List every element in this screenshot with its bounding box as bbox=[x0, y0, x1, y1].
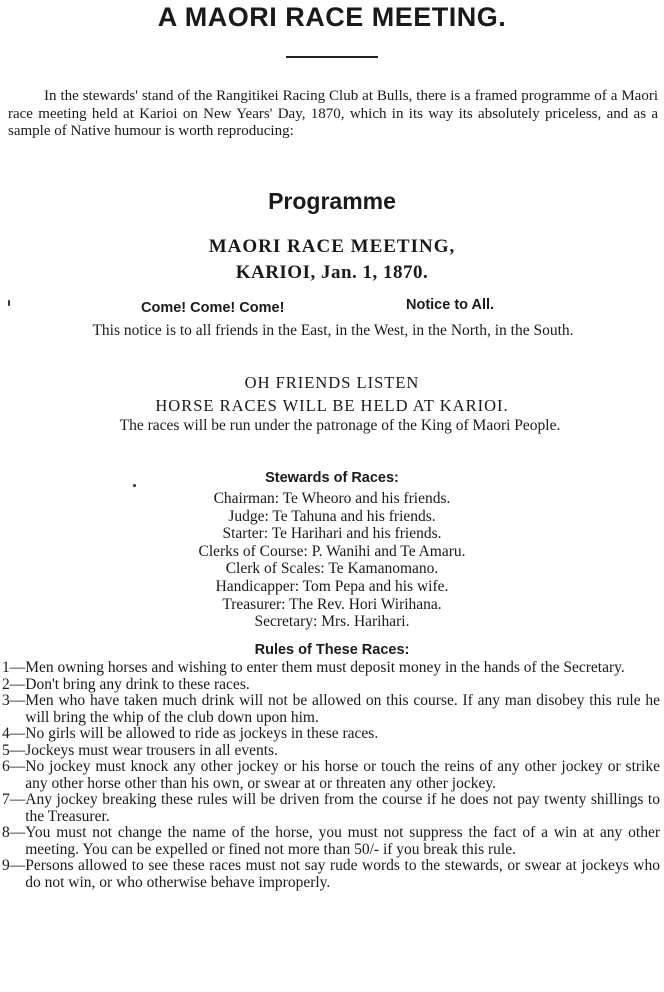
rule-number: 5— bbox=[2, 741, 26, 759]
rules-heading: Rules of These Races: bbox=[254, 642, 410, 658]
rule-text: You must not change the name of the horse, you must not suppress the fact of a win at any other meeting. You can be expelled or fined not more than 50/- if you break this rule. bbox=[25, 824, 660, 858]
rule-item bbox=[2, 825, 660, 858]
rule-number: 4— bbox=[2, 725, 26, 742]
steward-line: Clerks of Course: P. Wanihi and Te Amaru. bbox=[198, 542, 466, 560]
rule-number: 8— bbox=[2, 824, 26, 841]
rule-number: 2— bbox=[2, 675, 26, 693]
rule-number: 6— bbox=[2, 758, 26, 775]
meeting-title: MAORI RACE MEETING, bbox=[208, 236, 456, 257]
notice-heading: Notice to All. bbox=[406, 297, 495, 313]
rule-text: Persons allowed to see these races must not say rude words to the stewards, or swear at jockeys who do not win, or who otherwise behave improperly. bbox=[25, 857, 660, 891]
rule-item bbox=[2, 726, 660, 743]
rule-item bbox=[2, 792, 660, 825]
rule-number: 7— bbox=[2, 791, 26, 808]
meeting-date: KARIOI, Jan. 1, 1870. bbox=[235, 262, 429, 283]
title-divider bbox=[286, 56, 378, 58]
intro-paragraph: In the stewards' stand of the Rangitikei Racing Club at Bulls, there is a framed programme of a Maori race meeting held at Karioi on New Years' Day, 1870, which in its way its absolutely priceless, and as a sample of Native humour is worth reproducing: bbox=[8, 88, 658, 139]
rule-text: Men who have taken much drink will not be allowed on this course. If any man disobey this rule he will bring the whip of the club down upon him. bbox=[25, 692, 660, 726]
programme-heading: Programme bbox=[268, 188, 396, 214]
rules-list bbox=[2, 660, 660, 891]
patronage-text: The races will be run under the patronage of the King of Maori People. bbox=[119, 417, 561, 434]
steward-line: Chairman: Te Wheoro and his friends. bbox=[213, 490, 451, 507]
rule-text: Men owning horses and wishing to enter them must deposit money in the hands of the Secretary. bbox=[25, 659, 625, 676]
steward-line: Starter: Te Harihari and his friends. bbox=[222, 525, 442, 543]
rule-number: 9— bbox=[2, 857, 26, 874]
rule-item bbox=[2, 759, 660, 792]
come-call: Come! Come! Come! bbox=[141, 300, 285, 316]
steward-line: Secretary: Mrs. Harihari. bbox=[254, 613, 410, 631]
print-speck bbox=[8, 300, 10, 306]
stewards-list bbox=[0, 490, 664, 631]
stewards-heading: Stewards of Races: bbox=[265, 470, 399, 486]
steward-line: Handicapper: Tom Pepa and his wife. bbox=[215, 577, 449, 595]
rule-item bbox=[2, 660, 660, 677]
print-speck bbox=[133, 484, 136, 487]
rule-number: 3— bbox=[2, 692, 26, 709]
rule-text: Any jockey breaking these rules will be driven from the course if he does not pay twenty shillings to the Treasurer. bbox=[25, 791, 660, 825]
rule-item bbox=[2, 743, 660, 760]
rule-text: Jockeys must wear trousers in all events. bbox=[25, 741, 278, 759]
rule-text: No girls will be allowed to ride as jockeys in these races. bbox=[25, 725, 379, 742]
rule-number: 1— bbox=[2, 659, 26, 676]
races-held-line: HORSE RACES WILL BE HELD AT KARIOI. bbox=[155, 396, 509, 415]
rule-item bbox=[2, 693, 660, 726]
article-title: A MAORI RACE MEETING. bbox=[157, 2, 507, 32]
steward-line: Clerk of Scales: Te Kamanomano. bbox=[225, 560, 439, 578]
rule-text: Don't bring any drink to these races. bbox=[25, 675, 250, 693]
rule-item bbox=[2, 858, 660, 891]
listen-line: OH FRIENDS LISTEN bbox=[244, 373, 420, 392]
notice-text: This notice is to all friends in the East, in the West, in the North, in the South. bbox=[92, 322, 574, 339]
rule-item bbox=[2, 677, 660, 694]
steward-line: Treasurer: The Rev. Hori Wirihana. bbox=[222, 595, 442, 613]
rule-text: No jockey must knock any other jockey or his horse or touch the reins of any other jockey or strike any other horse other than his own, or swear at or threaten any other jockey. bbox=[25, 758, 660, 792]
steward-line: Judge: Te Tahuna and his friends. bbox=[228, 507, 436, 525]
